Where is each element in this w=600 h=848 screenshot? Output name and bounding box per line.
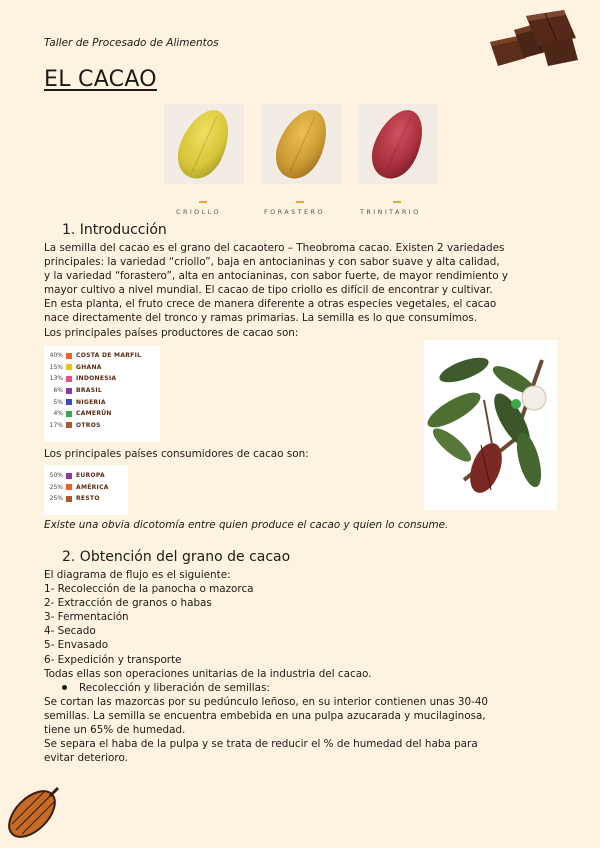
forastero-marker — [296, 201, 304, 203]
intro-line: La semilla del cacao es el grano del cacaotero – Theobroma cacao. Existen 2 variedades — [44, 242, 505, 254]
legend-name: BRASIL — [76, 387, 103, 395]
process-line: evitar deterioro. — [44, 752, 128, 765]
criollo-label: CRIOLLO — [176, 208, 222, 216]
legend-swatch — [66, 376, 72, 382]
flow-step: 3- Fermentación — [44, 611, 129, 624]
consumers-legend — [44, 465, 128, 515]
legend-name: GHANA — [76, 363, 102, 371]
process-section — [44, 568, 574, 765]
legend-row — [44, 493, 128, 505]
process-line: tiene un 65% de humedad. — [44, 724, 186, 737]
cacao-branch-drawing — [424, 340, 557, 510]
forastero-pod-image — [262, 104, 342, 184]
bullet-item — [44, 681, 574, 695]
cacao-pod-icon — [2, 782, 64, 846]
legend-name: EUROPA — [76, 472, 105, 480]
legend-name: NIGERIA — [76, 398, 106, 406]
process-line: Se separa el haba de la pulpa y se trata de reducir el % de humedad del haba para — [44, 738, 478, 751]
intro-line: mayor cultivo a nivel mundial. El cacao de tipo criollo es difícil de encontrar y cultivar. — [44, 284, 493, 297]
trinitario-label: TRINITARIO — [360, 208, 421, 216]
legend-name: CAMERÚN — [76, 410, 112, 418]
legend-row — [44, 350, 160, 362]
trinitario-marker — [393, 201, 401, 203]
chocolate-pieces-illustration — [484, 8, 584, 72]
flow-step: 6- Expedición y transporte — [44, 653, 182, 666]
cacao-plant-illustration — [424, 340, 557, 510]
legend-swatch — [66, 399, 72, 405]
intro-line: nace directamente del tronco y ramas primarias. La semilla es lo que consumimos. — [44, 312, 478, 325]
after-steps: Todas ellas son operaciones unitarias de la industria del cacao. — [44, 667, 372, 680]
legend-swatch — [66, 484, 72, 490]
legend-pct: 6% — [53, 387, 63, 395]
page-title: EL CACAO — [44, 67, 157, 92]
consumers-intro: Los principales países consumidores de cacao son: — [44, 448, 309, 460]
producers-intro: Los principales países productores de cacao son: — [44, 326, 299, 339]
legend-swatch — [66, 496, 72, 502]
course-header: Taller de Procesado de Alimentos — [44, 37, 219, 49]
legend-pct: 5% — [53, 398, 63, 406]
bullet-text: Recolección y liberación de semillas: — [79, 681, 270, 694]
legend-row — [44, 482, 128, 494]
legend-name: COSTA DE MARFIL — [76, 352, 142, 360]
legend-swatch — [66, 388, 72, 394]
legend-pct: 50% — [49, 472, 63, 480]
flow-step: 5- Envasado — [44, 639, 109, 652]
intro-line: principales: la variedad “criollo”, baja en antocianinas y con sabor suave y alta calidad, — [44, 256, 500, 269]
flow-step: 1- Recolección de la panocha o mazorca — [44, 583, 254, 596]
legend-pct: 25% — [49, 495, 63, 503]
legend-swatch — [66, 353, 72, 359]
legend-pct: 15% — [49, 363, 63, 371]
flow-step: 4- Secado — [44, 625, 96, 638]
legend-pct: 13% — [49, 375, 63, 383]
intro-paragraph — [44, 241, 574, 340]
legend-row — [44, 470, 128, 482]
legend-pct: 17% — [49, 421, 63, 429]
trinitario-pod-image — [358, 104, 438, 184]
legend-name: OTROS — [76, 421, 101, 429]
legend-swatch — [66, 411, 72, 417]
legend-swatch — [66, 473, 72, 479]
legend-swatch — [66, 422, 72, 428]
legend-pct: 25% — [49, 483, 63, 491]
legend-swatch — [66, 364, 72, 370]
process-line: semillas. La semilla se encuentra embebida en una pulpa azucarada y mucilaginosa, — [44, 709, 486, 722]
legend-pct: 4% — [53, 410, 63, 418]
legend-name: AMÉRICA — [76, 483, 109, 491]
intro-line: y la variedad “forastero”, alta en antocianinas, con sabor fuerte, de mayor rendimiento y — [44, 270, 509, 283]
criollo-marker — [199, 201, 207, 203]
legend-row — [44, 385, 160, 397]
producers-legend — [44, 346, 160, 442]
legend-row — [44, 362, 160, 374]
legend-name: RESTO — [76, 495, 100, 503]
legend-row — [44, 420, 160, 432]
section-1-heading: 1. Introducción — [62, 222, 167, 238]
legend-name: INDONESIA — [76, 375, 117, 383]
flow-intro: El diagrama de flujo es el siguiente: — [44, 569, 231, 581]
legend-pct: 40% — [49, 352, 63, 360]
intro-line: En esta planta, el fruto crece de manera diferente a otras especies vegetales, el cacao — [44, 298, 497, 311]
bullet-dot — [62, 685, 67, 690]
section-2-heading: 2. Obtención del grano de cacao — [62, 549, 291, 565]
flow-step: 2- Extracción de granos o habas — [44, 597, 212, 610]
forastero-label: FORASTERO — [264, 208, 325, 216]
legend-row — [44, 373, 160, 385]
process-line: Se cortan las mazorcas por su pedúnculo leñoso, en su interior contienen unas 30-40 — [44, 695, 489, 708]
conclusion-text: Existe una obvia dicotomía entre quien produce el cacao y quien lo consume. — [44, 519, 449, 531]
legend-row — [44, 408, 160, 420]
criollo-pod-image — [164, 104, 244, 184]
legend-row — [44, 396, 160, 408]
